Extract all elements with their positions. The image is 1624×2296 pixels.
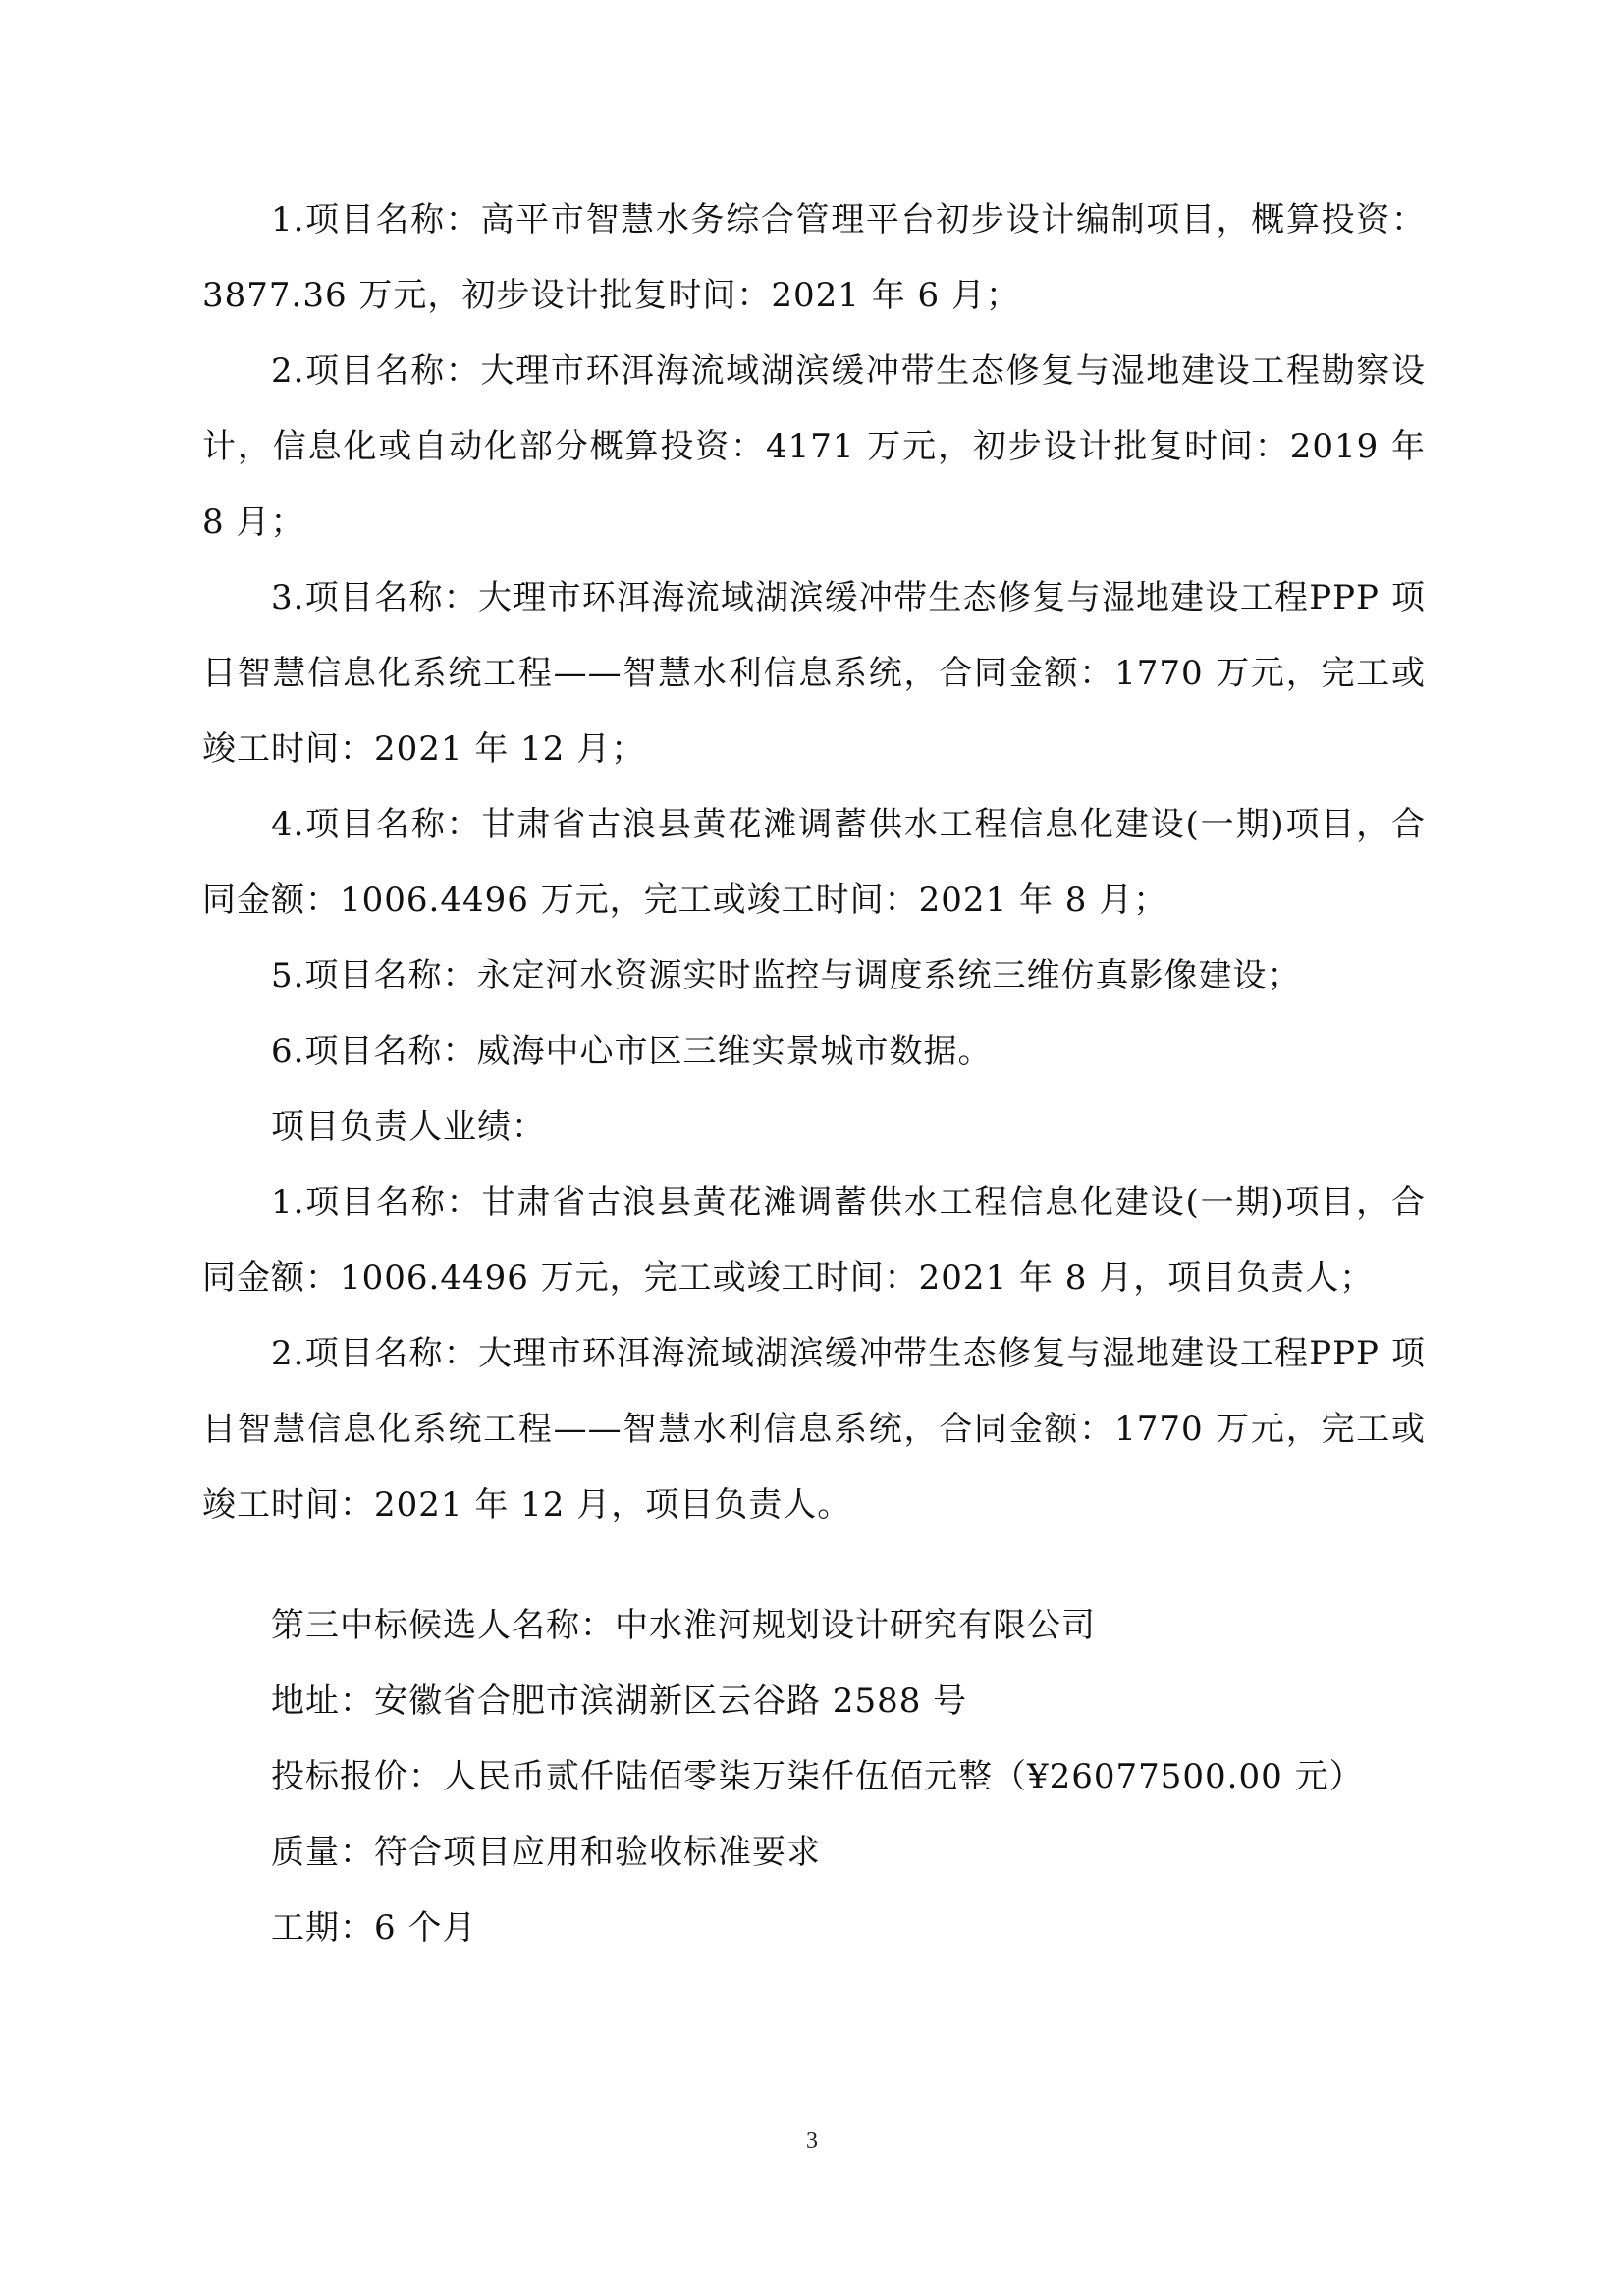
performance-item-3: 3.项目名称：大理市环洱海流域湖滨缓冲带生态修复与湿地建设工程PPP 项目智慧信息化系统工程——智慧水利信息系统，合同金额：1770 万元，完工或竣工时间：2021 年 12 月； bbox=[202, 578, 1426, 769]
section-gap bbox=[202, 1543, 1426, 1588]
project-lead-heading: 项目负责人业绩： bbox=[271, 1107, 546, 1147]
candidate-name: 第三中标候选人名称：中水淮河规划设计研究有限公司 bbox=[271, 1606, 1096, 1645]
candidate-bid-price: 投标报价：人民币贰仟陆佰零柒万柒仟伍佰元整（¥26077500.00 元） bbox=[271, 1757, 1364, 1796]
candidate-address: 地址：安徽省合肥市滨湖新区云谷路 2588 号 bbox=[271, 1682, 968, 1721]
candidate-duration: 工期：6 个月 bbox=[271, 1908, 477, 1948]
performance-item-6: 6.项目名称：威海中心市区三维实景城市数据。 bbox=[271, 1032, 993, 1071]
project-lead-item-1: 1.项目名称：甘肃省古浪县黄花滩调蓄供水工程信息化建设(一期)项目，合同金额：1006.4496 万元，完工或竣工时间：2021 年 8 月，项目负责人； bbox=[202, 1183, 1426, 1298]
page-number: 3 bbox=[806, 2128, 818, 2154]
performance-item-1: 1.项目名称：高平市智慧水务综合管理平台初步设计编制项目，概算投资：3877.36 万元，初步设计批复时间：2021 年 6 月； bbox=[202, 200, 1426, 315]
performance-item-5: 5.项目名称：永定河水资源实时监控与调度系统三维仿真影像建设； bbox=[271, 956, 1302, 995]
candidate-quality: 质量：符合项目应用和验收标准要求 bbox=[271, 1833, 821, 1872]
performance-item-4: 4.项目名称：甘肃省古浪县黄花滩调蓄供水工程信息化建设(一期)项目，合同金额：1006.4496 万元，完工或竣工时间：2021 年 8 月； bbox=[202, 805, 1426, 920]
performance-item-2: 2.项目名称：大理市环洱海流域湖滨缓冲带生态修复与湿地建设工程勘察设计，信息化或自动化部分概算投资：4171 万元，初步设计批复时间：2019 年 8 月； bbox=[202, 351, 1426, 542]
page-body bbox=[202, 183, 1426, 1966]
project-lead-item-2: 2.项目名称：大理市环洱海流域湖滨缓冲带生态修复与湿地建设工程PPP 项目智慧信息化系统工程——智慧水利信息系统，合同金额：1770 万元，完工或竣工时间：2021 年 12 月，项目负责人。 bbox=[202, 1334, 1426, 1524]
